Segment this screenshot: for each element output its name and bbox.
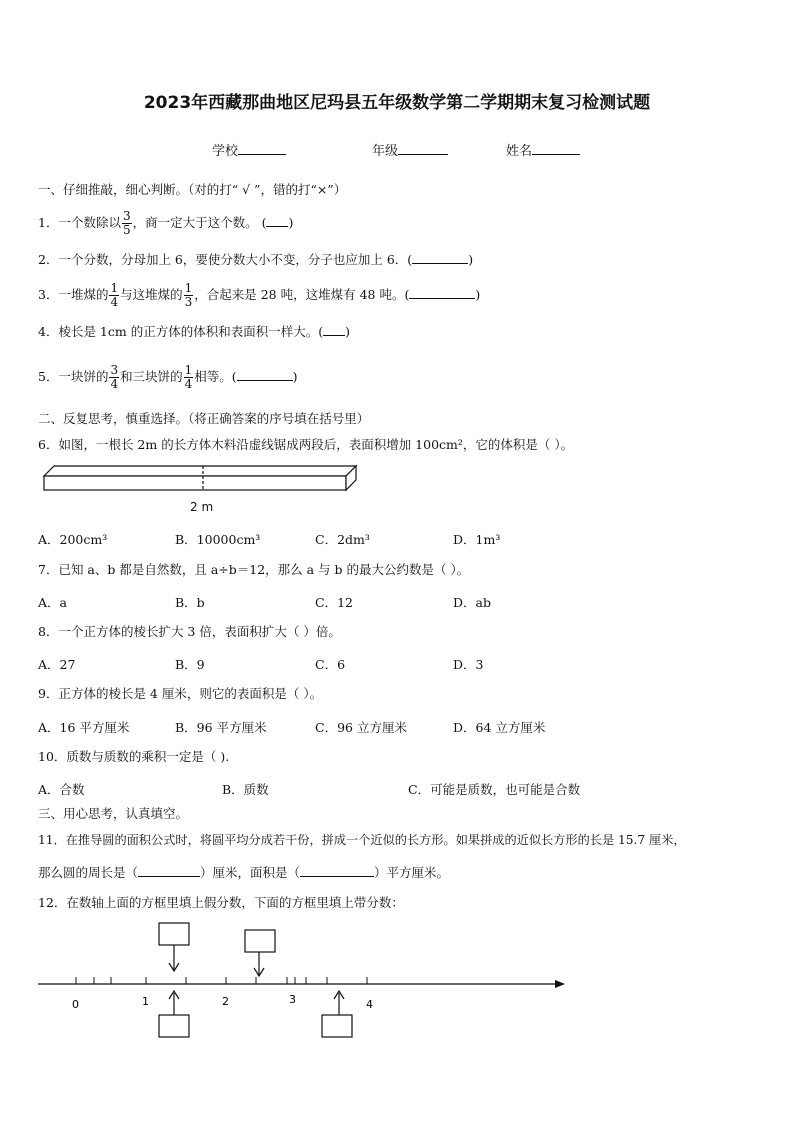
q7-option-d[interactable]: D．ab (453, 595, 491, 610)
q3-fraction-2 (184, 282, 194, 309)
q3-fraction-1-numerator: 1 (110, 281, 119, 295)
plank-top-face (44, 466, 356, 476)
q6-option-b[interactable]: B．10000cm³ (175, 532, 261, 547)
q11-circumference-blank[interactable] (138, 863, 200, 877)
question-2 (38, 250, 473, 268)
q8-option-d[interactable]: D．3 (453, 657, 484, 672)
q8-option-b[interactable]: B．9 (175, 657, 205, 672)
q5-fraction-2 (184, 364, 194, 391)
q2-text: 2．一个分数，分母加上 6，要使分数大小不变，分子也应加上 6．( (38, 252, 413, 267)
bottom-answer-box-1[interactable] (159, 1015, 189, 1037)
wood-plank-figure (40, 462, 362, 496)
q9-option-a[interactable]: A．16 平方厘米 (38, 720, 130, 735)
q4-text: 4．棱长是 1cm 的正方体的体积和表面积一样大。( (38, 324, 324, 339)
plank-length-label: 2 m (190, 500, 214, 514)
q5-text-end: ) (292, 369, 298, 384)
q1-fraction-numerator: 3 (122, 209, 131, 223)
q1-answer-blank[interactable] (266, 213, 288, 227)
q5-fraction-2-denominator: 4 (184, 377, 193, 391)
q7-option-b[interactable]: B．b (175, 595, 205, 610)
bottom-answer-box-2[interactable] (322, 1015, 352, 1037)
q6-option-d[interactable]: D．1m³ (453, 532, 501, 547)
question-1 (38, 210, 293, 237)
number-line-figure (30, 920, 575, 1045)
q11-area-blank[interactable] (300, 863, 374, 877)
q9-option-d[interactable]: D．64 立方厘米 (453, 720, 546, 735)
question-8: 8．一个正方体的棱长扩大 3 倍，表面积扩大（ ）倍。 (38, 624, 341, 639)
q11-text-b: ）厘米，面积是（ (200, 865, 301, 880)
q5-fraction-2-numerator: 1 (184, 363, 193, 377)
q3-fraction-1-denominator: 4 (110, 295, 119, 309)
grade-field[interactable] (372, 140, 448, 159)
q3-fraction-1 (109, 282, 119, 309)
q3-text-end: ) (475, 287, 481, 302)
name-blank[interactable] (532, 141, 580, 155)
question-12: 12．在数轴上面的方框里填上假分数，下面的方框里填上带分数： (38, 895, 404, 910)
school-label: 学校 (212, 144, 239, 159)
q5-text-post: 相等。( (194, 369, 237, 384)
q3-fraction-2-denominator: 3 (184, 295, 193, 309)
q7-option-c[interactable]: C．12 (315, 595, 353, 610)
q10-option-b[interactable]: B．质数 (222, 782, 269, 797)
question-7: 7．已知 a、b 都是自然数，且 a÷b＝12，那么 a 与 b 的最大公约数是（ ）。 (38, 562, 470, 577)
q2-text-end: ) (468, 252, 474, 267)
q1-text-pre: 1．一个数除以 (38, 215, 121, 230)
q1-fraction-denominator: 5 (122, 223, 131, 237)
q3-text-post: ，合起来是 28 吨，这堆煤有 48 吨。( (194, 287, 410, 302)
q2-answer-blank[interactable] (412, 250, 468, 264)
question-11-line-1: 11．在推导圆的面积公式时，将圆平均分成若干份，拼成一个近似的长方形。如果拼成的近似长方形的长是 15.7 厘米， (38, 833, 686, 847)
question-11-line-2 (38, 863, 449, 881)
q3-fraction-2-numerator: 1 (184, 281, 193, 295)
q3-text-mid: 与这堆煤的 (120, 287, 183, 302)
axis-label-2: 2 (222, 995, 229, 1008)
q1-text-post: ，商一定大于这个数。 ( (132, 215, 267, 230)
number-line-ticks (76, 977, 367, 984)
question-5 (38, 364, 298, 391)
q9-option-c[interactable]: C．96 立方厘米 (315, 720, 407, 735)
q4-text-end: ) (345, 324, 350, 339)
section1-heading: 一、仔细推敲，细心判断。（对的打“ √ ”，错的打“×”） (38, 182, 347, 197)
question-4 (38, 322, 350, 340)
q3-answer-blank[interactable] (409, 285, 475, 299)
question-9: 9．正方体的棱长是 4 厘米，则它的表面积是（ ）。 (38, 686, 323, 701)
grade-blank[interactable] (398, 141, 448, 155)
q5-text-mid: 和三块饼的 (120, 369, 183, 384)
q6-option-c[interactable]: C．2dm³ (315, 532, 370, 547)
name-field[interactable] (506, 140, 580, 159)
page-title: 2023年西藏那曲地区尼玛县五年级数学第二学期期末复习检测试题 (143, 93, 651, 113)
question-3 (38, 282, 480, 309)
q4-answer-blank[interactable] (323, 322, 345, 336)
q7-option-a[interactable]: A．a (38, 595, 67, 610)
axis-label-1: 1 (142, 995, 149, 1008)
q1-text-end: ) (288, 215, 294, 230)
q10-option-a[interactable]: A．合数 (38, 782, 85, 797)
q5-fraction-1-numerator: 3 (110, 363, 119, 377)
plank-front-face (44, 476, 346, 490)
section3-heading: 三、用心思考，认真填空。 (38, 806, 189, 821)
q8-option-a[interactable]: A．27 (38, 657, 76, 672)
q11-text-c: ）平方厘米。 (374, 865, 450, 880)
grade-label: 年级 (372, 144, 399, 159)
question-10: 10．质数与质数的乘积一定是（ ). (38, 749, 230, 764)
top-answer-box-2[interactable] (245, 930, 275, 952)
section2-heading: 二、反复思考，慎重选择。（将正确答案的序号填在括号里） (38, 411, 370, 426)
q5-fraction-1 (109, 364, 119, 391)
question-6: 6．如图，一根长 2m 的长方体木料沿虚线锯成两段后，表面积增加 100cm²，它的体积是（ ）。 (38, 437, 574, 452)
number-line-arrowhead (555, 980, 565, 988)
school-field[interactable] (212, 140, 286, 159)
q8-option-c[interactable]: C．6 (315, 657, 346, 672)
name-label: 姓名 (506, 144, 533, 159)
q11-text-a: 那么圆的周长是（ (38, 865, 139, 880)
q5-answer-blank[interactable] (237, 367, 293, 381)
q3-text-pre: 3．一堆煤的 (38, 287, 109, 302)
axis-label-3: 3 (289, 993, 296, 1006)
q10-option-c[interactable]: C．可能是质数，也可能是合数 (408, 782, 581, 797)
top-answer-box-1[interactable] (159, 923, 189, 945)
q5-fraction-1-denominator: 4 (110, 377, 119, 391)
q5-text-pre: 5．一块饼的 (38, 369, 109, 384)
q6-option-a[interactable]: A．200cm³ (38, 532, 108, 547)
axis-label-4: 4 (366, 998, 373, 1011)
q1-fraction (122, 210, 132, 237)
school-blank[interactable] (238, 141, 286, 155)
axis-label-0: 0 (72, 998, 79, 1011)
q9-option-b[interactable]: B．96 平方厘米 (175, 720, 267, 735)
